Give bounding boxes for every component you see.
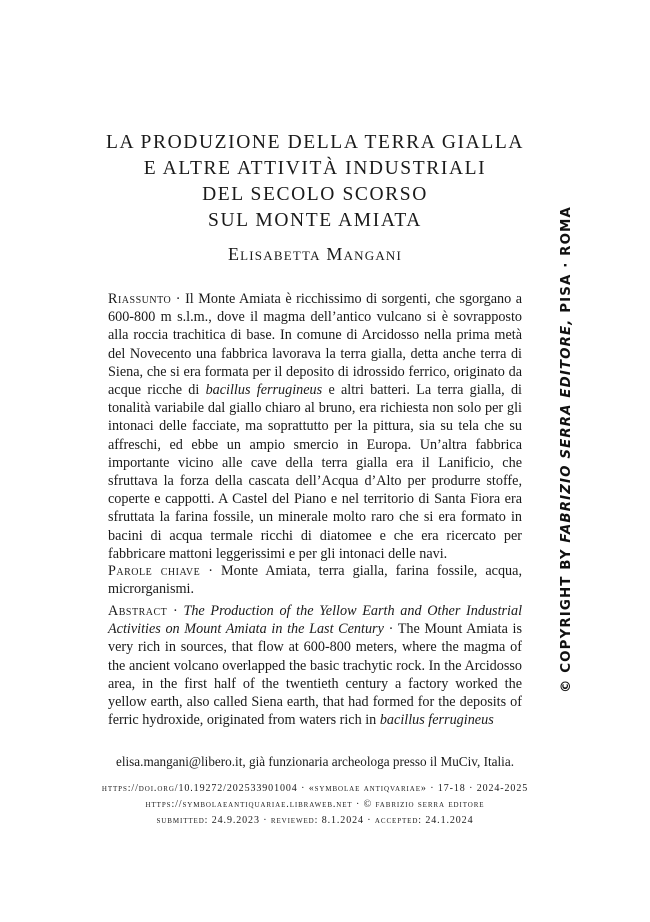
separator-dot: · <box>208 563 213 579</box>
title-line: E ALTRE ATTIVITÀ INDUSTRIALI <box>143 158 487 179</box>
riassunto-label: Riassunto <box>108 291 172 307</box>
riassunto-text: Il Monte Amiata è ricchissimo di sorgenti, che sgorgano a 600-800 m s.l.m., dove il magma dell’antico vulcano si è sovrapposto alla roccia trachitica di base. In comune di Arcidosso nella prima metà del Novecento una fabbrica lavorava la terra gialla, detta anche terra di Siena, che si era formata per il deposito di idrossido ferrico, originato da acque ricche di <box>108 291 523 399</box>
abstract-title: The Production of the Yellow Earth and Other Industrial Activities on Mount Amiata in the Last Century <box>108 603 523 638</box>
abstract-italic-term: bacillus ferrugineus <box>379 712 494 729</box>
article-author: Elisabetta Mangani <box>227 244 403 264</box>
copyright-publisher: FABRIZIO SERRA EDITORE, <box>559 318 574 543</box>
title-line: LA PRODUZIONE DELLA TERRA GIALLA <box>105 132 525 153</box>
copyright-city: PISA · ROMA <box>559 206 574 313</box>
publisher-line: https://symbolaeantiquariae.libraweb.net · © fabrizio serra editore <box>145 799 485 810</box>
copyright-notice <box>559 206 574 693</box>
separator-dot: · <box>172 603 178 619</box>
riassunto-text-continued: e altri batteri. La terra gialla, di tonalità variabile dal giallo chiaro al bruno, era richiesta non solo per gli intonaci delle facciate, ma soprattutto per la pittura, sia su tela che su affreschi, ed ebbe un ampio smercio in Europa. Un’altra fabbrica importante vicino alle cave della terra gialla era il Lanificio, che sfruttava la forza della cascata dell’Acqua d’Alto per produrre stoffe, coperte e cappotti. A Castel del Piano e nel territorio di Santa Fiora era sfruttata la farina fossile, un minerale molto raro che si era formato in bacini di acqua termale ricchi di diatomee e che era ricercato per fabbricare mattoni leggerissimi e per gli intonaci delle navi. <box>108 382 522 562</box>
copyright-prefix: © COPYRIGHT BY <box>559 548 574 693</box>
parole-chiave-paragraph <box>108 562 522 598</box>
doi-line: https://doi.org/10.19272/202533901004 · «symbolae antiqvariae» · 17-18 · 2024-2025 <box>101 783 529 794</box>
dates-line: submitted: 24.9.2023 · reviewed: 8.1.2024 · accepted: 24.1.2024 <box>156 815 474 826</box>
separator-dot: · <box>175 291 181 307</box>
separator-dot: · <box>388 621 394 638</box>
parole-chiave-label: Parole chiave <box>108 563 201 579</box>
abstract-label: Abstract <box>108 603 168 619</box>
riassunto-italic-term: bacillus ferrugineus <box>205 382 323 399</box>
title-line: SUL MONTE AMIATA <box>208 210 422 231</box>
article-title <box>100 130 530 234</box>
title-line: DEL SECOLO SCORSO <box>202 184 428 205</box>
riassunto-paragraph <box>108 290 522 563</box>
abstract-paragraph <box>108 602 522 729</box>
parole-chiave-text: Monte Amiata, terra gialla, farina fossile, acqua, microrganismi. <box>108 563 522 598</box>
author-footnote: elisa.mangani@libero.it, già funzionaria archeologa presso il MuCiv, Italia. <box>115 754 514 769</box>
abstract-text: The Mount Amiata is very rich in sources, that flow at 600-800 meters, where the magma of the ancient volcano overlapped the basic trachytic rock. In the Arcidosso area, in the first half of the twentieth century a factory worked the yellow earth, also called Siena earth, that had formed for the deposits of ferric hydroxide, originated from waters rich in <box>108 621 523 729</box>
